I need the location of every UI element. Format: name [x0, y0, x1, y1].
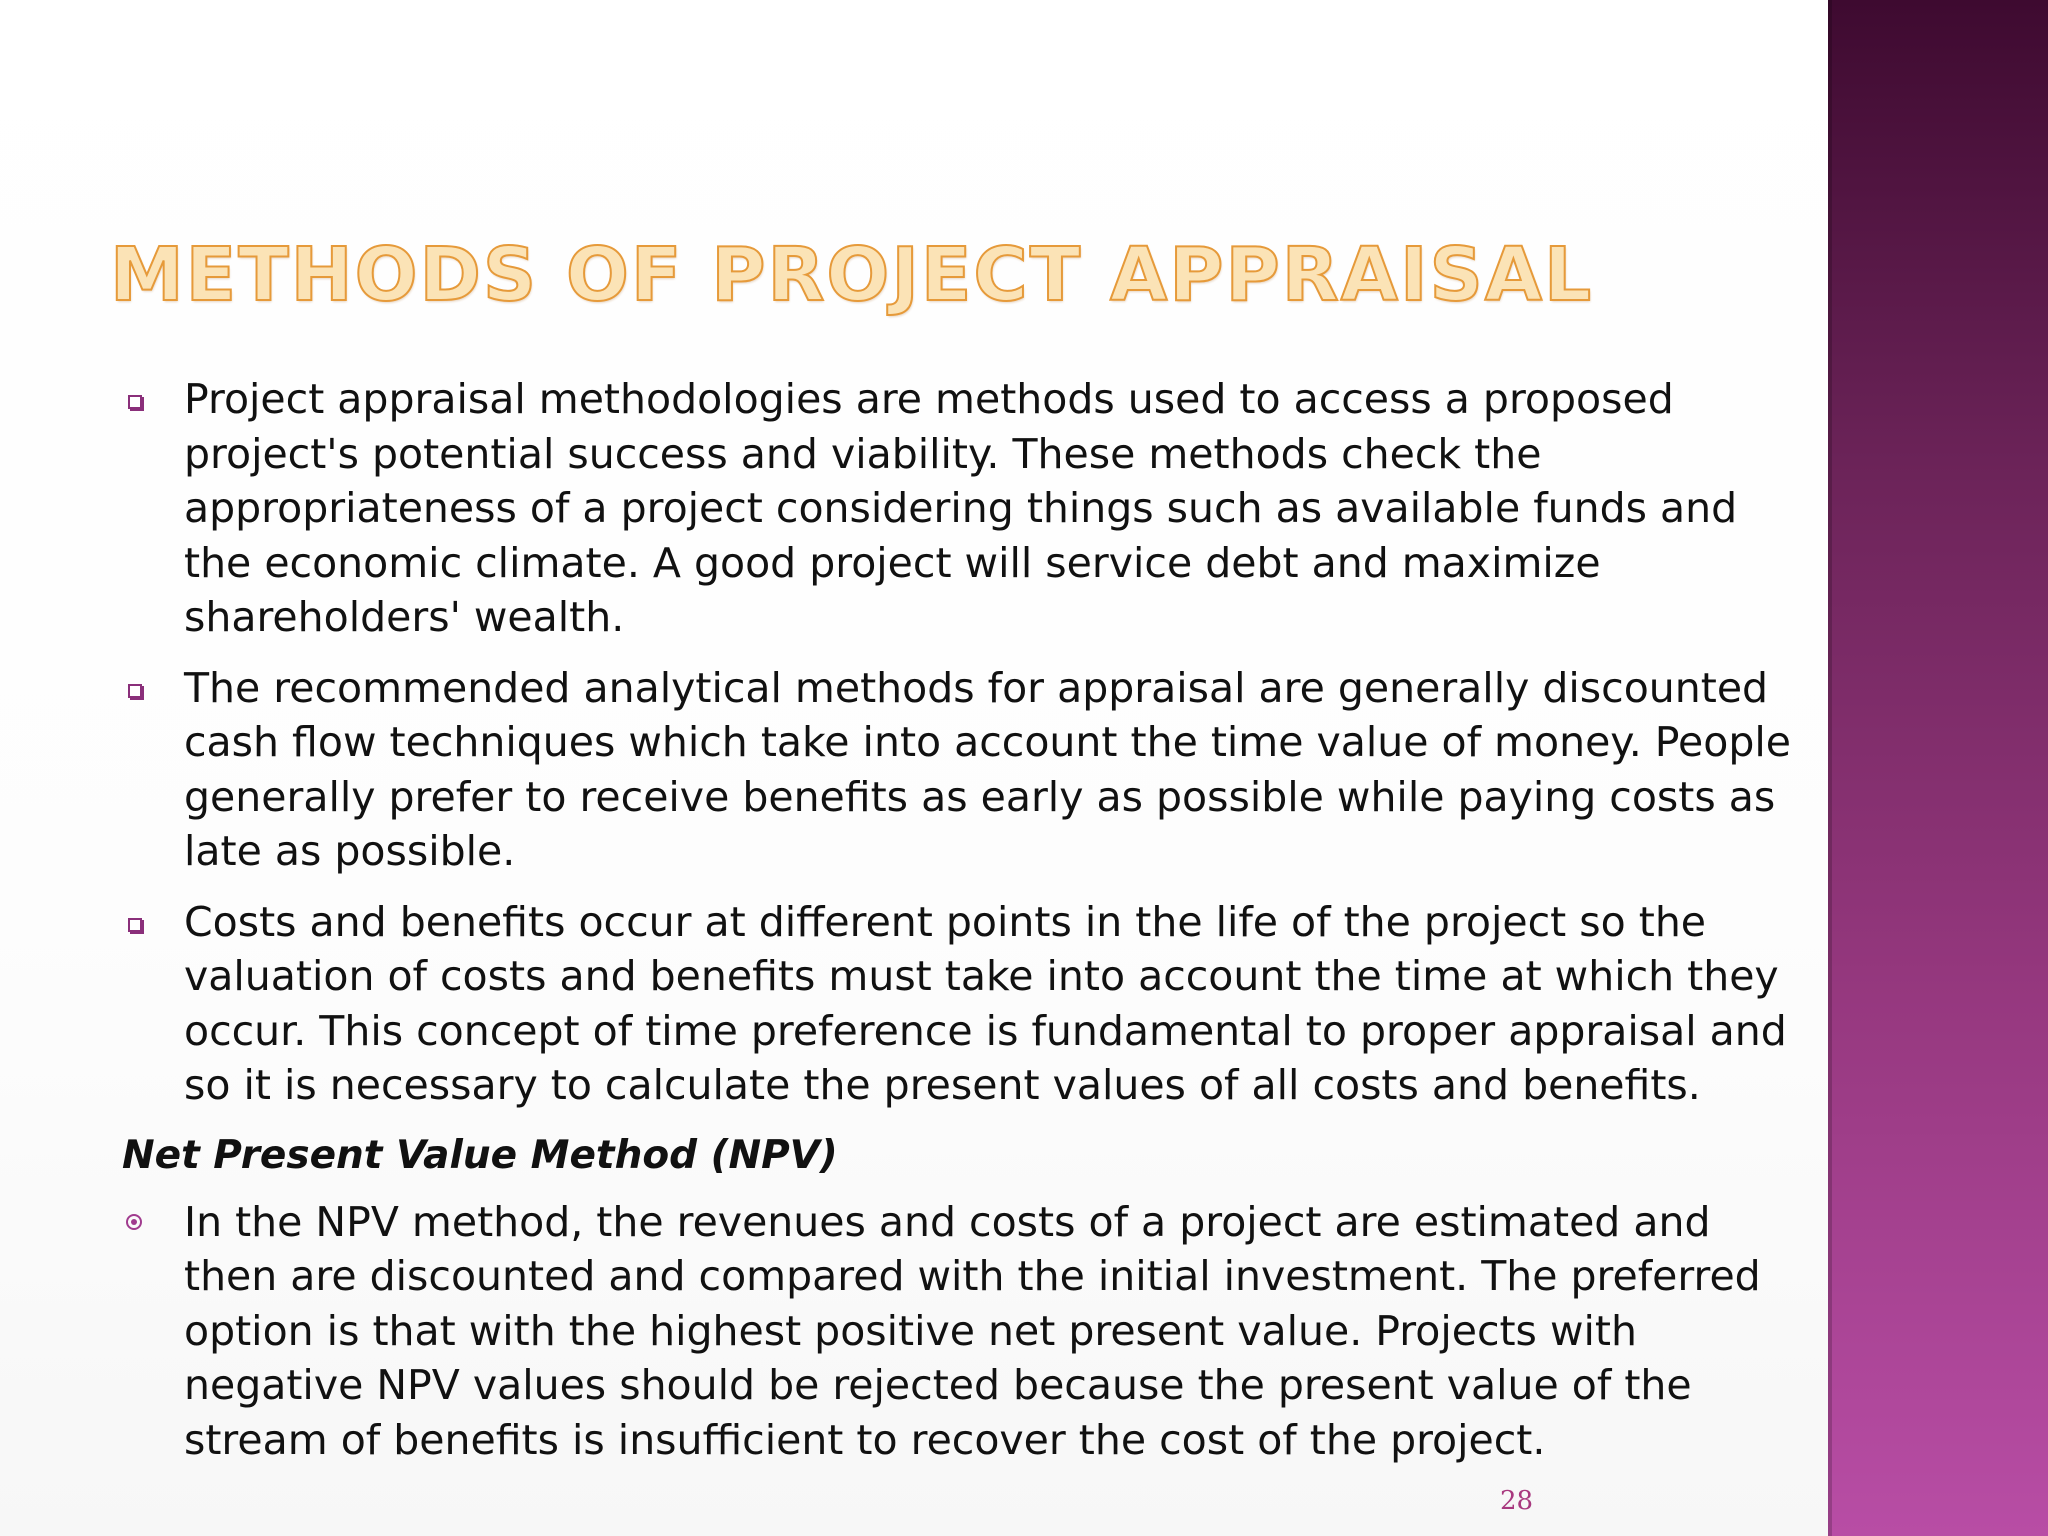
bullet-text-2: The recommended analytical methods for appraisal are generally discounted cash flow techniques which take into account the time value of money. People generally prefer to receive benefits as early as possible while paying costs as late as possible. [184, 663, 1791, 875]
bullet-item-2 [122, 661, 1802, 879]
square-bullet-icon [128, 684, 142, 698]
npv-subheading: Net Present Value Method (NPV) [122, 1132, 838, 1178]
bullet-text-1: Project appraisal methodologies are methods used to access a proposed project's potential success and viability. These methods check the appropriateness of a project considering things such as available funds and the economic climate. A good project will service debt and maximize shareholders' wealth. [184, 375, 1738, 641]
target-bullet-icon [126, 1214, 142, 1230]
page-number: 28 [1500, 1486, 1534, 1516]
npv-bullet-text: In the NPV method, the revenues and costs of a project are estimated and then are discounted and compared with the initial investment. The preferred option is that with the highest positive net present value. Projects with negative NPV values should be rejected because the present value of the stream of benefits is insufficient to recover the cost of the project. [184, 1197, 1761, 1464]
square-bullet-icon [128, 395, 142, 409]
bullet-item-3 [122, 895, 1802, 1113]
decorative-side-band [1828, 0, 2048, 1536]
slide-content [122, 372, 1802, 1467]
slide-title: METHODS OF PROJECT APPRAISAL [110, 232, 1594, 318]
bullet-text-3: Costs and benefits occur at different points in the life of the project so the valuation of costs and benefits must take into account the time at which they occur. This concept of time preference is fundamental to proper appraisal and so it is necessary to calculate the present values of all costs and benefits. [184, 897, 1787, 1109]
square-bullet-icon [128, 918, 142, 932]
bullet-item-1 [122, 372, 1802, 645]
npv-bullet-item [122, 1195, 1802, 1468]
